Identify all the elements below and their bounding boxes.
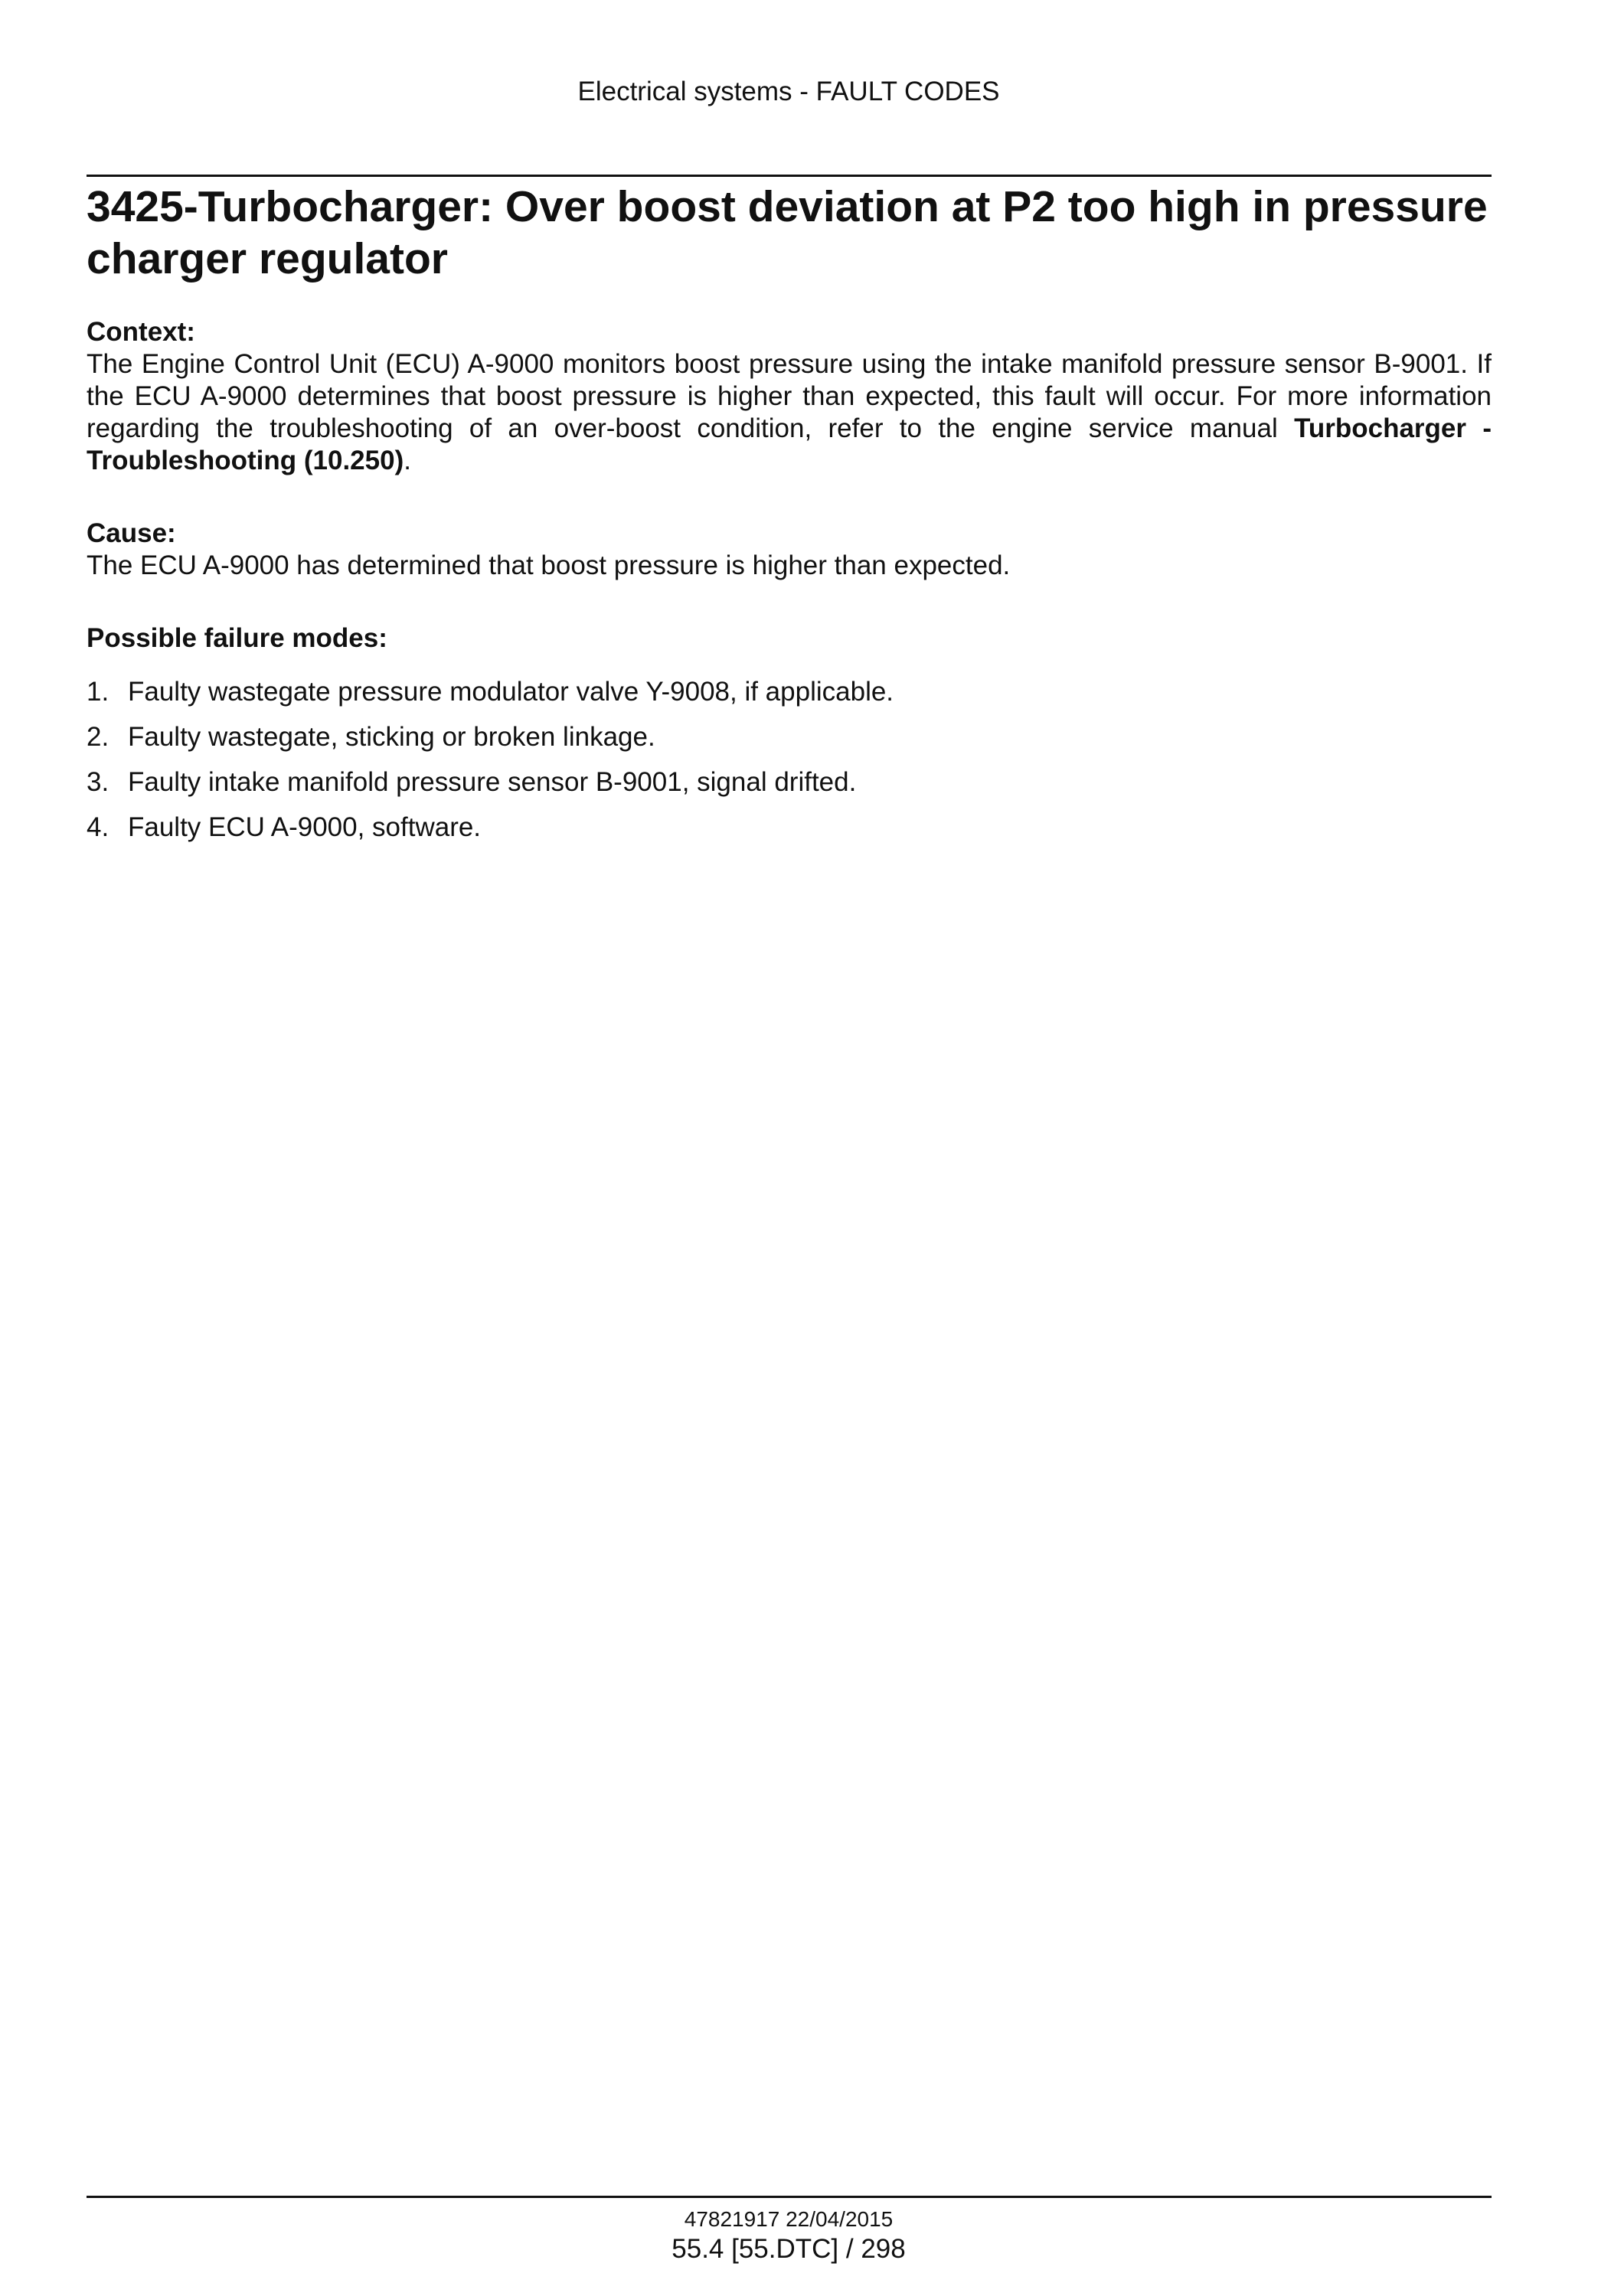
context-text-end: .	[404, 446, 411, 475]
footer-page-reference: 55.4 [55.DTC] / 298	[671, 2234, 906, 2264]
list-item	[87, 812, 1492, 844]
cause-text: The ECU A-9000 has determined that boost pressure is higher than expected.	[87, 550, 1011, 580]
list-item-text: Faulty wastegate, sticking or broken linkage.	[128, 722, 655, 752]
context-section	[87, 316, 1492, 477]
failure-modes-section	[87, 622, 1492, 844]
main-content	[87, 316, 1492, 857]
list-item	[87, 721, 1492, 753]
cause-label: Cause:	[87, 518, 176, 548]
service-manual-reference: Turbocharger - Troubleshooting (10.250)	[87, 413, 1492, 475]
footer-divider	[87, 2196, 1492, 2198]
header-divider	[87, 175, 1492, 177]
list-item	[87, 676, 1492, 708]
list-item-number: 2.	[87, 722, 109, 752]
list-item-number: 4.	[87, 812, 109, 842]
page-header: Electrical systems - FAULT CODES	[577, 77, 1000, 106]
footer-document-code: 47821917 22/04/2015	[684, 2207, 894, 2231]
list-item-text: Faulty ECU A-9000, software.	[128, 812, 482, 842]
context-text	[87, 348, 1492, 477]
list-item-text: Faulty wastegate pressure modulator valve Y-9008, if applicable.	[128, 677, 894, 707]
list-item-text: Faulty intake manifold pressure sensor B-9001, signal drifted.	[128, 767, 857, 797]
list-item-number: 3.	[87, 767, 109, 797]
context-text-body: The Engine Control Unit (ECU) A-9000 monitors boost pressure using the intake manifold pressure sensor B-9001. If the ECU A-9000 determines that boost pressure is higher than expected, this fault will occur. For more information regarding the troubleshooting of an over-boost condition, refer to the engine service manual	[87, 349, 1492, 443]
list-item-number: 1.	[87, 677, 109, 707]
failure-modes-list	[87, 676, 1492, 844]
list-item	[87, 766, 1492, 799]
page-title: 3425-Turbocharger: Over boost deviation at P2 too high in pressure charger regulator	[87, 182, 1488, 283]
context-label: Context:	[87, 317, 195, 347]
cause-section	[87, 518, 1492, 582]
failure-modes-label: Possible failure modes:	[87, 623, 387, 653]
